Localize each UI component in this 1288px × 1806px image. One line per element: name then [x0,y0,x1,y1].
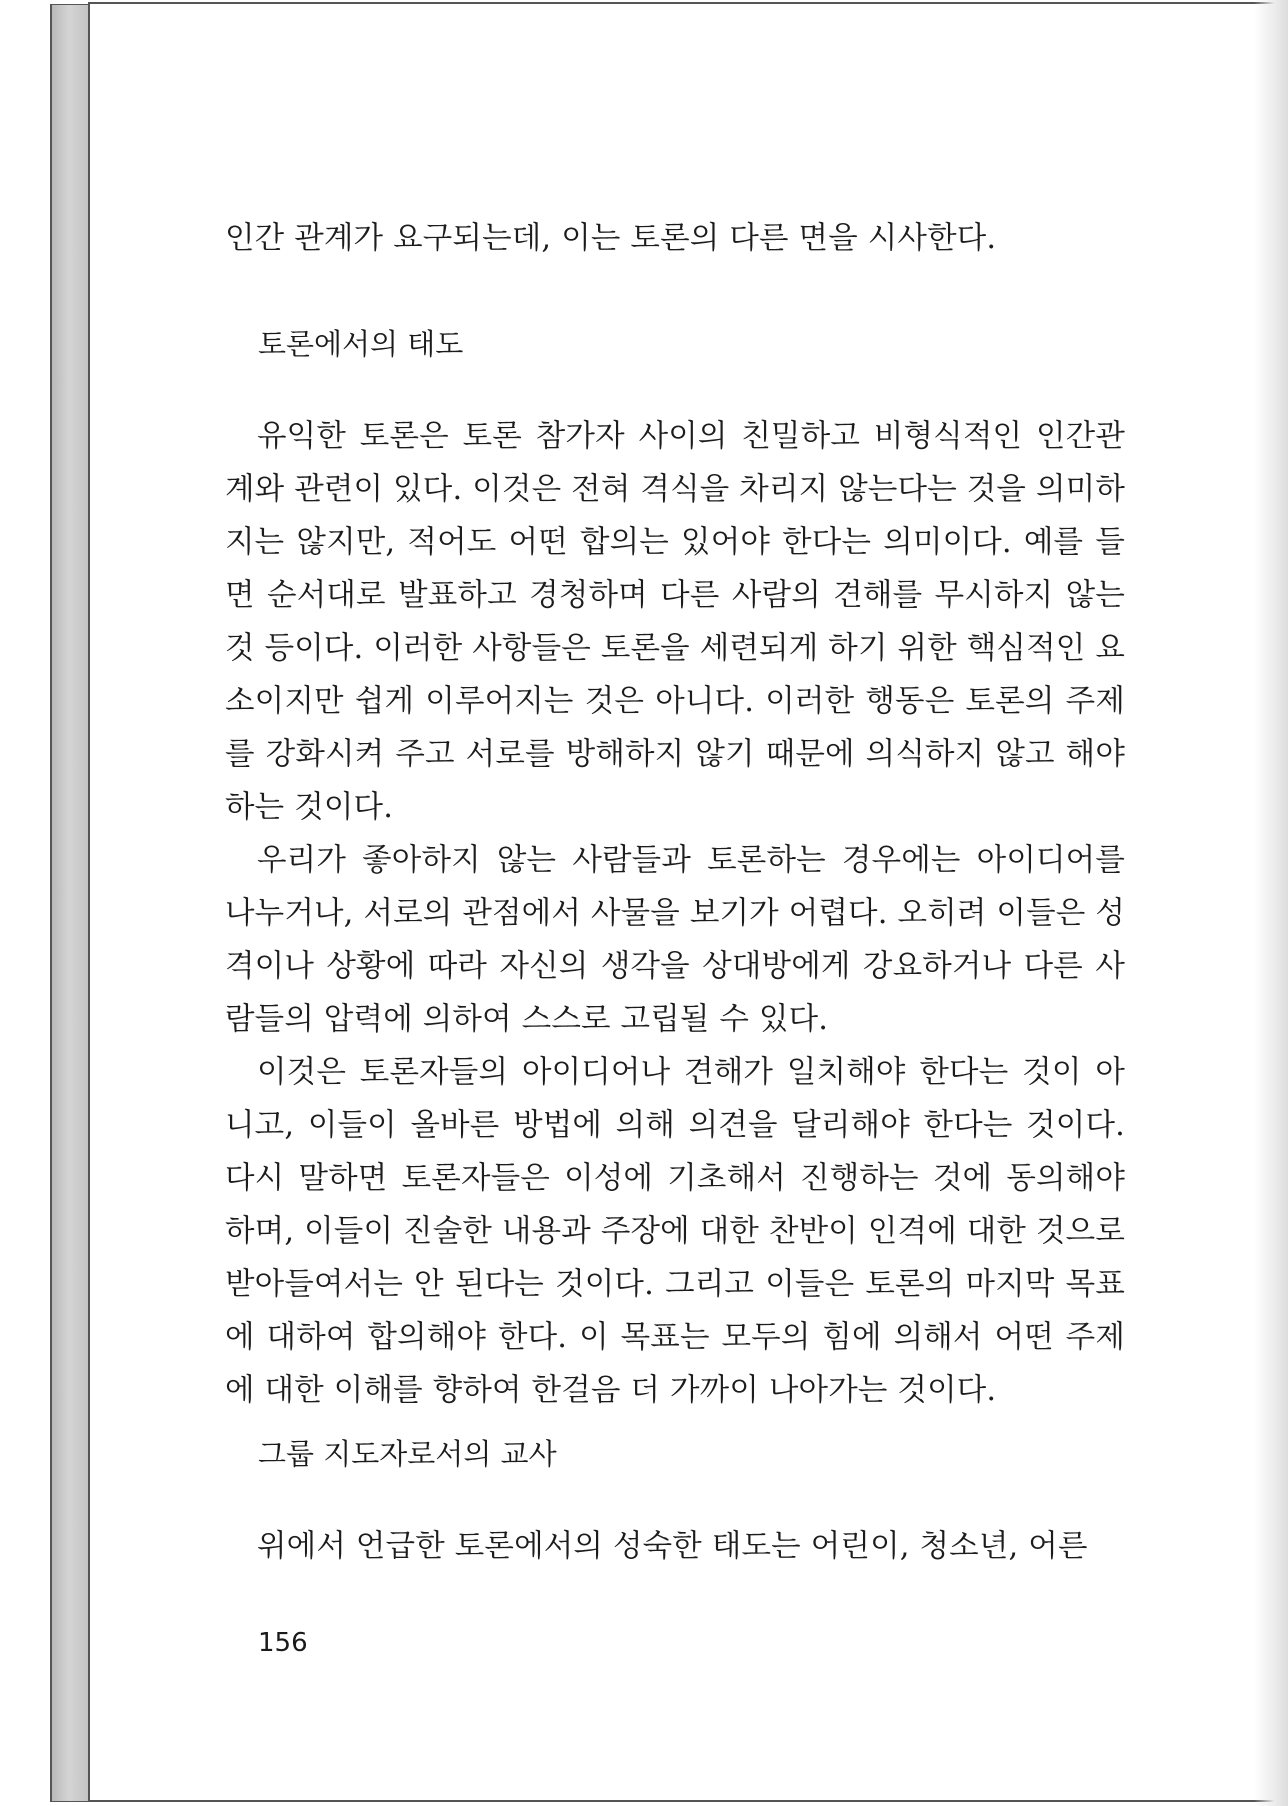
page-edge-shadow [1254,0,1288,1806]
paragraph: 위에서 언급한 토론에서의 성숙한 태도는 어린이, 청소년, 어른 [257,1529,1088,1564]
lead-line: 인간 관계가 요구되는데, 이는 토론의 다른 면을 시사한다. [225,221,997,256]
section-heading-teacher: 그룹 지도자로서의 교사 [258,1437,557,1471]
page-number: 156 [258,1628,308,1658]
paragraph: 우리가 좋아하지 않는 사람들과 토론하는 경우에는 아이디어를 나누거나, 서로의 관점에서 사물을 보기가 어렵다. 오히려 이들은 성격이나 상황에 따라 자신의 생각을 상대방에게 강요하거나 다른 사람들의 압력에 의하여 스스로 고립될 수 있다. [225,843,1125,1037]
paragraph: 유익한 토론은 토론 참가자 사이의 친밀하고 비형식적인 인간관계와 관련이 있다. 이것은 전혀 격식을 차리지 않는다는 것을 의미하지는 않지만, 적어도 어떤 합의는 있어야 한다는 의미이다. 예를 들면 순서대로 발표하고 경청하며 다른 사람의 견해를 무시하지 않는 것 등이다. 이러한 사항들은 토론을 세련되게 하기 위한 핵심적인 요소이지만 쉽게 이루어지는 것은 아니다. 이러한 행동은 토론의 주제를 강화시켜 주고 서로를 방해하지 않기 때문에 의식하지 않고 해야 하는 것이다. [225,419,1125,825]
section-body-attitude [225,410,1125,1417]
book-spine [50,4,90,1802]
paragraph: 이것은 토론자들의 아이디어나 견해가 일치해야 한다는 것이 아니고, 이들이 올바른 방법에 의해 의견을 달리해야 한다는 것이다. 다시 말하면 토론자들은 이성에 기초해서 진행하는 것에 동의해야 하며, 이들이 진술한 내용과 주장에 대한 찬반이 인격에 대한 것으로 받아들여서는 안 된다는 것이다. 그리고 이들은 토론의 마지막 목표에 대하여 합의해야 한다. 이 목표는 모두의 힘에 의해서 어떤 주제에 대한 이해를 향하여 한걸음 더 가까이 나아가는 것이다. [225,1055,1125,1408]
section-heading-attitude: 토론에서의 태도 [258,327,464,361]
section-body-teacher [225,1520,1125,1573]
